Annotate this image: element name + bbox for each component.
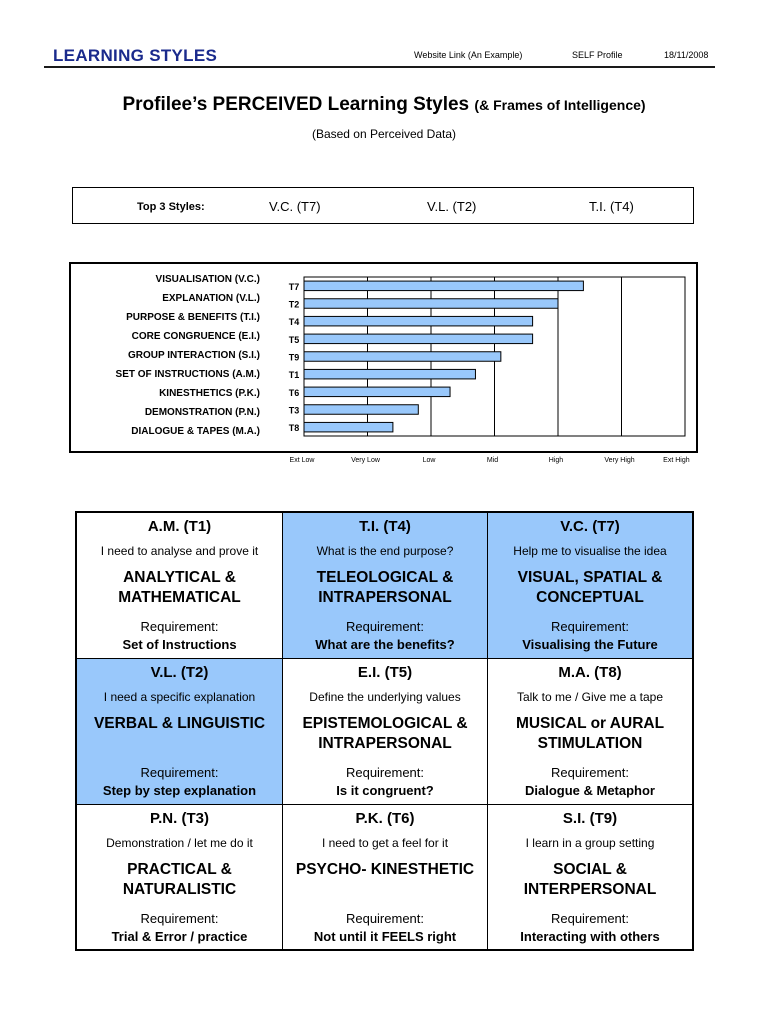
style-description: I learn in a group setting: [525, 836, 655, 850]
style-name: MUSICAL or AURAL STIMULATION: [515, 715, 665, 752]
chart-bar-code: T5: [288, 334, 300, 345]
style-description: What is the end purpose?: [316, 544, 454, 558]
style-description: I need to get a feel for it: [321, 836, 449, 850]
subtitle: (Based on Perceived Data): [311, 127, 457, 141]
chart-bar: [304, 299, 558, 309]
style-description: Talk to me / Give me a tape: [516, 690, 664, 704]
chart-scale-label: Mid: [486, 457, 499, 464]
style-code: V.L. (T2): [150, 664, 209, 681]
requirement-label: Requirement:: [345, 911, 425, 926]
chart-category-label: EXPLANATION (V.L.): [162, 293, 260, 304]
requirement-label: Requirement:: [550, 911, 630, 926]
chart-bar: [304, 334, 533, 344]
chart-scale-label: High: [548, 457, 564, 464]
chart-bar-code: T6: [288, 387, 300, 398]
header-rule: [44, 66, 715, 68]
chart-category-label: SET OF INSTRUCTIONS (A.M.): [115, 369, 260, 380]
chart-bar-code: T2: [288, 299, 300, 310]
requirement-value: Is it congruent?: [336, 783, 434, 798]
main-title: [0, 94, 768, 116]
top-style-3: T.I. (T4): [589, 199, 634, 214]
requirement-label: Requirement:: [140, 619, 219, 634]
style-code: T.I. (T4): [359, 518, 411, 535]
chart-bar-code: T9: [288, 352, 300, 363]
chart-bar: [304, 387, 450, 397]
style-code: P.N. (T3): [150, 810, 209, 827]
chart-bar: [304, 369, 475, 379]
style-cell: [77, 513, 283, 659]
style-description: Define the underlying values: [309, 690, 461, 704]
chart-category-label: PURPOSE & BENEFITS (T.I.): [126, 312, 260, 323]
requirement-label: Requirement:: [140, 765, 219, 780]
profile-type: SELF Profile: [572, 50, 623, 60]
chart-category-label: DIALOGUE & TAPES (M.A.): [131, 426, 260, 437]
chart-bar: [304, 422, 393, 432]
style-cell: [283, 513, 488, 659]
chart-svg: [71, 264, 700, 455]
requirement-label: Requirement:: [345, 619, 425, 634]
style-description: I need a specific explanation: [103, 690, 256, 704]
style-name: VISUAL, SPATIAL & CONCEPTUAL: [517, 569, 663, 606]
top-style-2: V.L. (T2): [427, 199, 477, 214]
style-cell: [283, 805, 488, 951]
requirement-value: Set of Instructions: [122, 637, 237, 652]
style-code: M.A. (T8): [558, 664, 622, 681]
requirement-value: Step by step explanation: [102, 783, 257, 798]
requirement-label: Requirement:: [550, 765, 630, 780]
style-description: I need to analyse and prove it: [100, 544, 259, 558]
requirement-value: Interacting with others: [520, 929, 660, 944]
chart-bar: [304, 316, 533, 326]
style-name: PSYCHO- KINESTHETIC: [295, 861, 475, 878]
requirement-value: Visualising the Future: [522, 637, 658, 652]
chart-scale-label: Ext High: [663, 457, 690, 464]
chart-scale-label: Ext Low: [289, 457, 315, 464]
style-code: A.M. (T1): [147, 518, 212, 535]
style-name: ANALYTICAL & MATHEMATICAL: [118, 569, 241, 606]
style-cell: [77, 805, 283, 951]
chart-category-label: DEMONSTRATION (P.N.): [144, 407, 260, 418]
chart-bar: [304, 281, 583, 291]
chart-scale-label: Very Low: [351, 457, 380, 464]
report-date: 18/11/2008: [664, 50, 709, 60]
main-title-text: Profilee’s PERCEIVED Learning Styles: [122, 94, 470, 115]
chart-bar-code: T7: [288, 281, 300, 292]
chart-bar-code: T1: [288, 370, 300, 381]
chart-bar: [304, 405, 418, 415]
chart-category-label: CORE CONGRUENCE (E.I.): [131, 331, 260, 342]
style-cell: [488, 659, 692, 805]
requirement-label: Requirement:: [550, 619, 630, 634]
requirement-label: Requirement:: [345, 765, 425, 780]
chart-category-label: VISUALISATION (V.C.): [155, 274, 260, 285]
style-cell: [488, 805, 692, 951]
style-cell: [77, 659, 283, 805]
chart-bar-code: T8: [288, 423, 300, 434]
chart-scale-label: Low: [422, 457, 436, 464]
style-description: Help me to visualise the idea: [513, 544, 667, 558]
requirement-value: What are the benefits?: [315, 637, 455, 652]
top-style-1: V.C. (T7): [269, 199, 321, 214]
style-name: VERBAL & LINGUISTIC: [93, 715, 266, 732]
main-title-suffix: (& Frames of Intelligence): [474, 97, 646, 113]
style-name: PRACTICAL & NATURALISTIC: [122, 861, 237, 898]
style-code: V.C. (T7): [560, 518, 620, 535]
style-name: SOCIAL & INTERPERSONAL: [523, 861, 657, 898]
style-cell: [488, 513, 692, 659]
requirement-label: Requirement:: [140, 911, 219, 926]
style-description: Demonstration / let me do it: [106, 836, 253, 850]
style-code: E.I. (T5): [357, 664, 413, 681]
style-name: TELEOLOGICAL & INTRAPERSONAL: [316, 569, 454, 606]
chart-scale-label: Very High: [604, 457, 635, 464]
requirement-value: Trial & Error / practice: [111, 929, 248, 944]
style-code: P.K. (T6): [355, 810, 415, 827]
learning-styles-grid: [75, 511, 694, 951]
chart-category-label: GROUP INTERACTION (S.I.): [127, 350, 260, 361]
top-3-label: Top 3 Styles:: [137, 201, 205, 213]
learning-styles-chart: [69, 262, 698, 453]
chart-bar-code: T3: [288, 405, 300, 416]
requirement-value: Dialogue & Metaphor: [524, 783, 655, 798]
top-3-styles-box: [72, 187, 694, 224]
website-link[interactable]: Website Link (An Example): [414, 50, 523, 60]
requirement-value: Not until it FEELS right: [313, 929, 457, 944]
style-code: S.I. (T9): [562, 810, 618, 827]
chart-category-label: KINESTHETICS (P.K.): [159, 388, 260, 399]
style-name: EPISTEMOLOGICAL & INTRAPERSONAL: [302, 715, 468, 752]
chart-bar: [304, 352, 501, 362]
style-cell: [283, 659, 488, 805]
chart-bar-code: T4: [288, 317, 300, 328]
page-header-title: LEARNING STYLES: [53, 46, 218, 65]
